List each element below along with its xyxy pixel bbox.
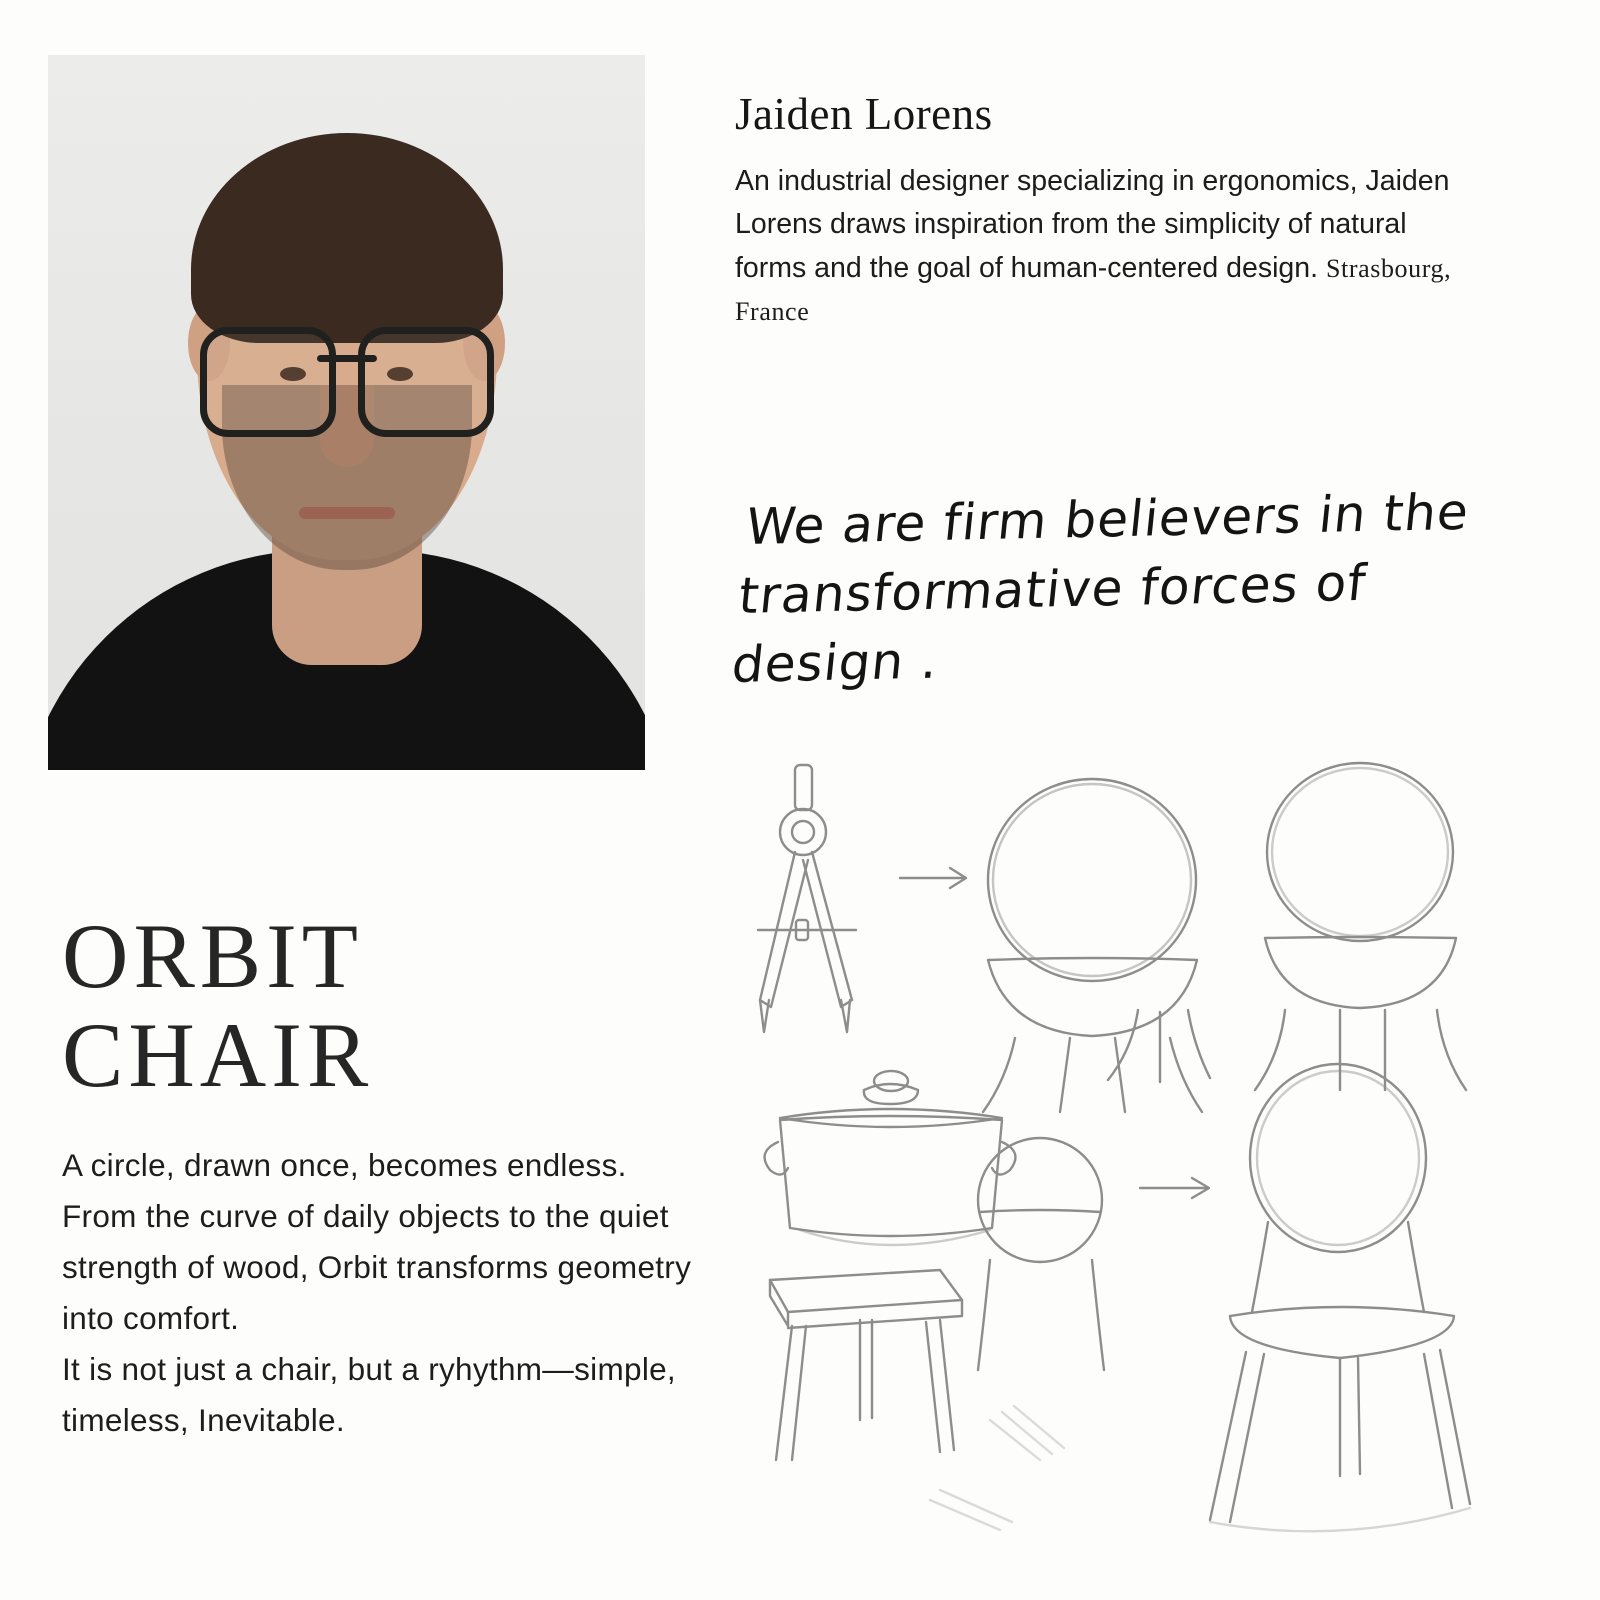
designer-portrait	[48, 55, 645, 770]
portrait-image	[48, 55, 645, 770]
product-title-line-1: ORBIT	[62, 904, 363, 1007]
glasses-lens-left	[200, 327, 336, 437]
designer-name: Jaiden Lorens	[735, 89, 993, 139]
glasses-lens-right	[358, 327, 494, 437]
glasses-bridge	[317, 355, 377, 362]
designer-bio-text: An industrial designer specializing in ergonomics, Jaiden Lorens draws inspiration from the simplicity of natural forms and the goal of human-centered design.	[735, 165, 1450, 284]
arrow-right-2	[1140, 1178, 1209, 1198]
portrait-hair	[191, 133, 503, 343]
circle-sketch	[988, 779, 1196, 981]
product-description	[62, 1140, 702, 1446]
page-title	[62, 904, 374, 1106]
sketch-collage	[740, 760, 1560, 1570]
designer-quote: We are firm believers in the transformative forces of design .	[729, 482, 1472, 694]
designer-bio	[735, 160, 1480, 333]
orbit-chair-sketch	[1210, 1064, 1470, 1531]
product-paragraph-2: It is not just a chair, but a ryhythm—simple, timeless, Inevitable.	[62, 1351, 676, 1439]
compass-sketch	[758, 765, 856, 1032]
stool-sketch	[770, 1270, 962, 1460]
product-paragraph-1: A circle, drawn once, becomes endless. From the curve of daily objects to the quiet strength of wood, Orbit transforms geometry into comfort.	[62, 1147, 692, 1337]
pot-sketch	[765, 1071, 1016, 1245]
arrow-right-1	[900, 868, 966, 888]
glasses-icon	[198, 327, 496, 423]
portrait-mouth	[299, 507, 395, 519]
designer-location: Strasbourg, France	[735, 253, 1452, 326]
product-title-line-2: CHAIR	[62, 1003, 374, 1106]
